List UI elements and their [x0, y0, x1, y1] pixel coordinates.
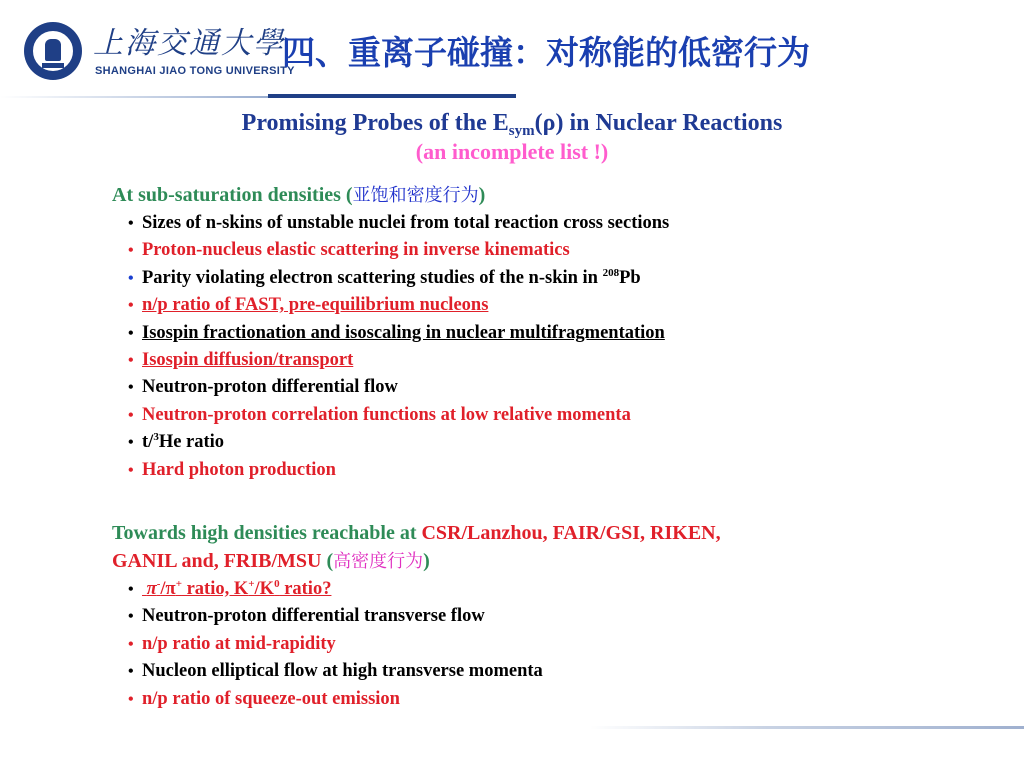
list-item: • n/p ratio of FAST, pre-equilibrium nucleons [128, 295, 489, 316]
heading-line-1: Promising Probes of the $E_{sym}(\rho)$ in Nuclear Reactions [241, 110, 783, 139]
list-item: • Nucleon elliptical flow at high transverse momenta [128, 661, 543, 682]
heading-line-2: (an incomplete list !) [415, 139, 609, 164]
footer-divider [590, 726, 1024, 729]
list-item: • Proton-nucleus elastic scattering in inverse kinematics [128, 240, 570, 261]
list-item: • Neutron-proton differential flow [128, 377, 398, 398]
list-item: • π-/π+ ratio, $K^+/K^0$ ratio? [128, 578, 332, 599]
list-item: • Isospin fractionation and isoscaling in nuclear multifragmentation [128, 322, 665, 343]
logo-english-name: SHANGHAI JIAO TONG UNIVERSITY [95, 65, 295, 77]
header-divider [268, 94, 516, 98]
list-item: • Neutron-proton differential transverse flow [128, 606, 485, 627]
list-item: • n/p ratio of squeeze-out emission [128, 688, 400, 709]
slide-heading [0, 108, 1024, 166]
list-item: • Neutron-proton correlation functions at low relative momenta [128, 404, 631, 425]
seal-year-bar [42, 63, 64, 68]
university-seal-icon [24, 22, 82, 80]
section-heading: At sub-saturation densities (亚饱和密度行为) [112, 184, 486, 206]
section-high-density [112, 519, 992, 713]
list-item: • n/p ratio at mid-rapidity [128, 633, 336, 654]
list-item: • t/$^3$He ratio [128, 431, 225, 453]
section-sub-saturation [112, 181, 992, 484]
probe-list [112, 576, 992, 713]
list-item: • Sizes of n-skins of unstable nuclei from total reaction cross sections [128, 213, 670, 233]
header-divider-light [0, 96, 268, 98]
section-heading: Towards high densities reachable at CSR/Lanzhou, FAIR/GSI, RIKEN, GANIL and, FRIB/MSU (高密度行为) [112, 522, 721, 572]
slide-header [0, 0, 1024, 100]
page-title: 四、重离子碰撞：对称能的低密行为 [282, 33, 810, 72]
logo-chinese-name: 上海交通大學 [93, 26, 285, 61]
list-item: • Isospin diffusion/transport [128, 350, 354, 371]
list-item: • Parity violating electron scattering studies of the n-skin in $^{208}$Pb [128, 266, 641, 288]
seal-inner [31, 29, 75, 73]
seal-tower-icon [45, 39, 61, 61]
probe-list [112, 210, 992, 484]
list-item: • Hard photon production [128, 459, 336, 480]
